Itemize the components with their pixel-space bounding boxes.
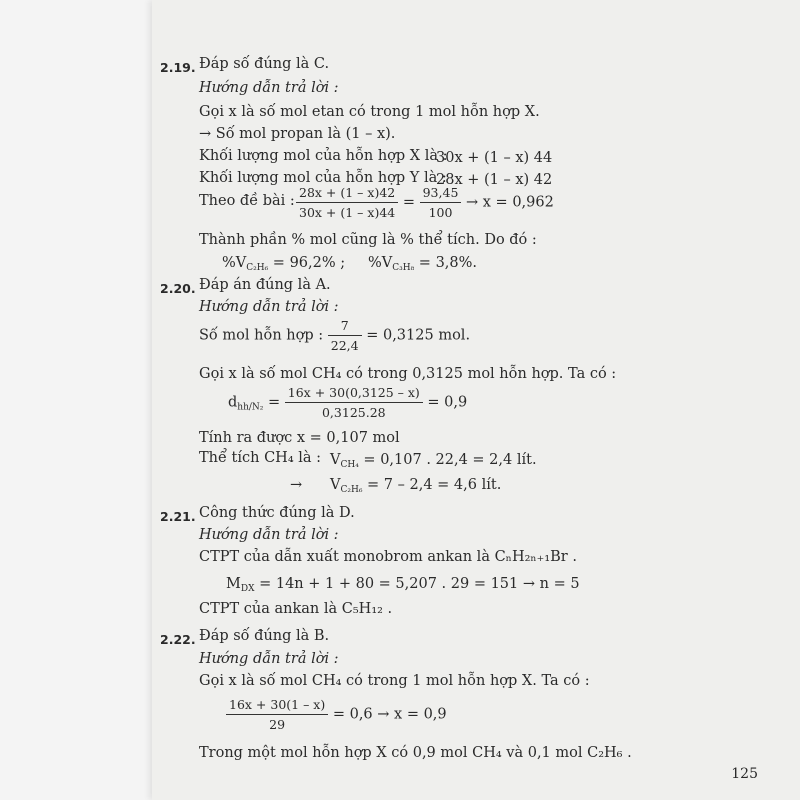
problem-number: 2.21. — [160, 509, 196, 524]
text-line: Thành phần % mol cũng là % thể tích. Do đó : — [199, 232, 537, 248]
text-line: Thể tích CH₄ là : — [199, 450, 322, 466]
problem-number: 2.20. — [160, 281, 196, 296]
guide-label: Hướng dẫn trả lời : — [199, 651, 339, 667]
guide-label: Hướng dẫn trả lời : — [199, 299, 339, 315]
guide-label: Hướng dẫn trả lời : — [199, 527, 339, 543]
fraction: $\frac{28x + (1 - x)42}{30x + (1 - x)44}$ — [296, 185, 398, 220]
fraction: $\frac{16x + 30(1 - x)}{29}$ — [226, 697, 328, 732]
equation: Số mol hỗn hợp : $\frac{7}{22,4}$ = 0,3125 mol. — [199, 318, 471, 353]
equation: $\frac{28x + (1 - x)42}{30x + (1 - x)44}$ = $\frac{93,45}{100}$ → x = 0,962 — [296, 185, 554, 220]
text-line: Tính ra được x = 0,107 mol — [199, 430, 400, 446]
guide-label: Hướng dẫn trả lời : — [199, 80, 339, 96]
text-line: Khối lượng mol của hỗn hợp Y là : — [199, 170, 447, 186]
text-line: Gọi x là số mol CH₄ có trong 0,3125 mol hỗn hợp. Ta có : — [199, 366, 617, 382]
page-content — [152, 0, 800, 800]
answer-line: Đáp án đúng là A. — [199, 277, 331, 293]
text-line: Theo đề bài : — [199, 193, 295, 209]
math-expression: 28x + (1 – x) 42 — [436, 172, 553, 188]
text-line: Gọi x là số mol etan có trong 1 mol hỗn hợp X. — [199, 104, 540, 120]
equation: $\frac{16x + 30(1 - x)}{29}$ = 0,6 → x = 0,9 — [226, 697, 447, 732]
problem-number: 2.22. — [160, 632, 196, 647]
answer-line: Công thức đúng là D. — [199, 505, 355, 521]
text-line: Gọi x là số mol CH₄ có trong 1 mol hỗn hợp X. Ta có : — [199, 673, 590, 689]
fraction: $\frac{7}{22,4}$ — [328, 318, 362, 353]
answer-line: Đáp số đúng là C. — [199, 56, 330, 72]
math-expression: $M_{DX} = 14n + 1 + 80 = 5,207$ . 29 = 151 → n = 5 — [226, 576, 580, 594]
text-line: Khối lượng mol của hỗn hợp X là : — [199, 148, 448, 164]
fraction: $\frac{16x + 30(0,3125 - x)}{0,3125.28}$ — [285, 385, 423, 420]
answer-line: Đáp số đúng là B. — [199, 628, 330, 644]
math-expression: $V_{C_2H_6} = 7 - 2,4 = 4,6$ lít. — [330, 477, 502, 495]
text-line: CTPT của dẫn xuất monobrom ankan là CₙH₂ₙ₊₁Br . — [199, 549, 577, 565]
text-line: → Số mol propan là (1 – x). — [199, 126, 396, 142]
fraction: $\frac{93,45}{100}$ — [420, 185, 462, 220]
book-page — [152, 0, 800, 800]
arrow: → — [290, 477, 303, 493]
page-number: 125 — [731, 766, 758, 782]
math-expression: 30x + (1 – x) 44 — [436, 150, 553, 166]
math-expression: $\%V_{C_2H_6} = 96,2\%$ ; — [222, 255, 346, 273]
text-line: CTPT của ankan là C₅H₁₂ . — [199, 601, 393, 617]
problem-number: 2.19. — [160, 60, 196, 75]
equation: $d_{hh/N_2}$ = $\frac{16x + 30(0,3125 - x)}{0,3125.28}$ = 0,9 — [228, 385, 468, 420]
math-expression: $\%V_{C_3H_8} = 3,8\%$. — [368, 255, 478, 273]
text-line: Trong một mol hỗn hợp X có 0,9 mol CH₄ và 0,1 mol C₂H₆ . — [199, 745, 632, 761]
math-expression: $V_{CH_4} = 0,107$ . 22,4 = 2,4 lít. — [330, 452, 537, 470]
